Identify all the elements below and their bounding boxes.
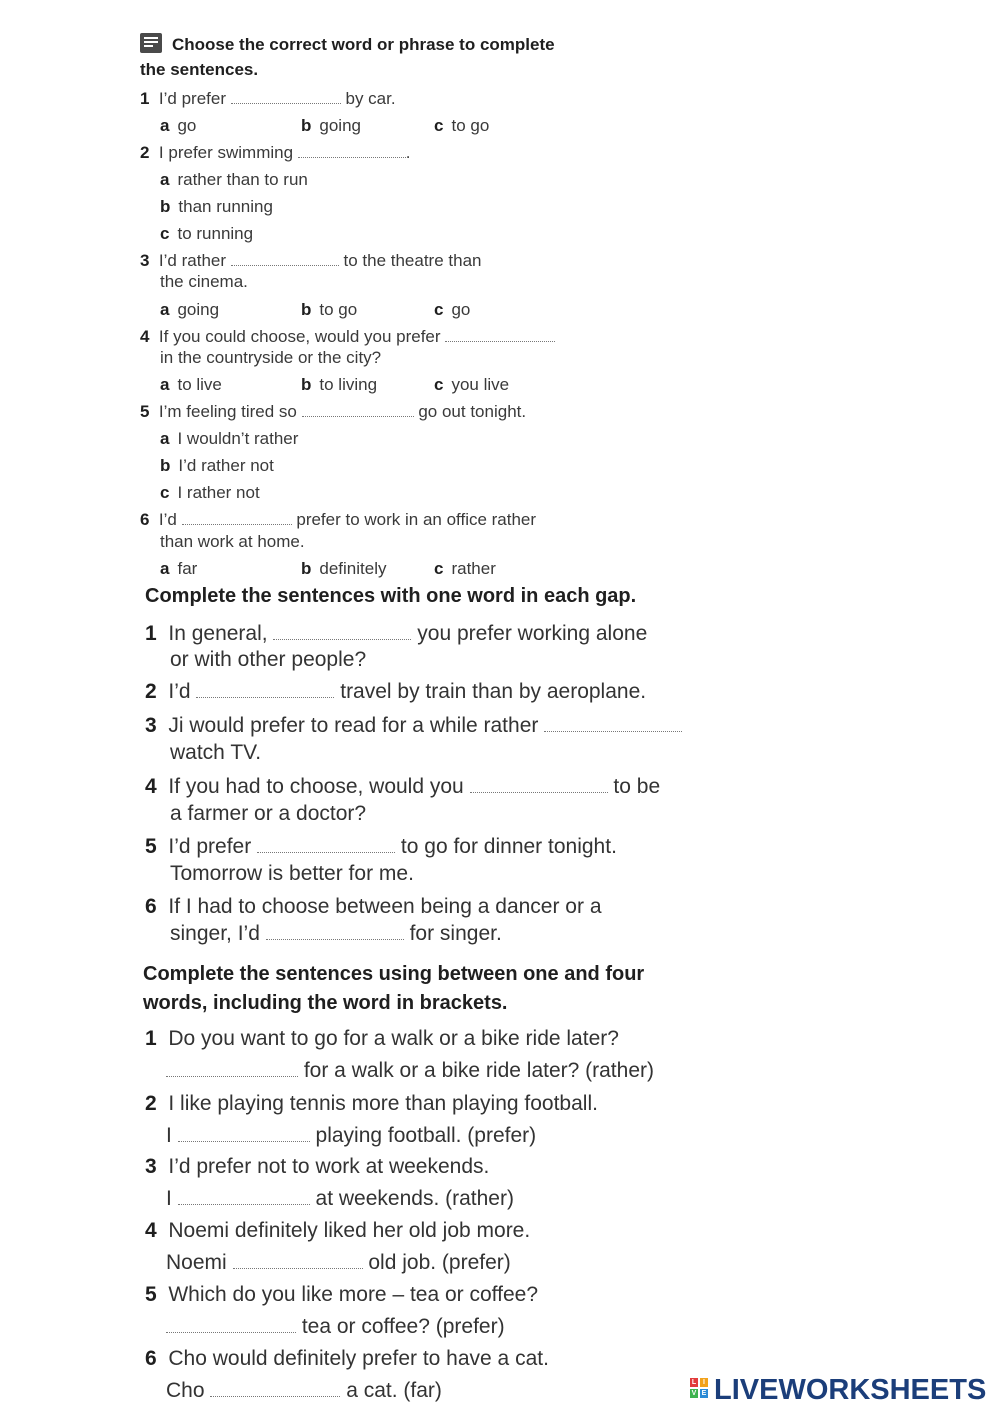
question-text: a cat. (far) [346,1379,442,1402]
question-text: prefer to work in an office rather [296,510,537,529]
answer-gap[interactable] [210,1395,340,1397]
question-text: I’d [158,510,177,529]
question-number: 2 [145,1092,157,1115]
question-text: In general, [168,622,268,645]
question-text: I’m feeling tired so [158,402,297,421]
s1-option-2a[interactable]: a rather than to run [160,170,308,189]
s2-question-2 [145,679,646,705]
answer-gap[interactable] [233,1267,363,1269]
liveworksheets-logo: LIVEWORKSHEETS [714,1374,987,1406]
answer-gap[interactable] [182,523,292,525]
s2-question-3 [145,713,682,739]
question-text: old job. (prefer) [368,1251,511,1274]
question-text: I like playing tennis more than playing football. [168,1092,598,1115]
question-text: travel by train than by aeroplane. [340,680,647,703]
question-text: by car. [345,89,396,108]
s3-answer-line-6 [166,1378,442,1404]
s3-question-5 [145,1282,538,1308]
question-text: for a walk or a bike ride later? (rather) [303,1059,654,1082]
question-number: 6 [140,510,150,529]
answer-gap[interactable] [196,696,334,698]
section2-title: Complete the sentences with one word in each gap. [145,585,637,607]
question-text: to the theatre than [343,251,482,270]
question-number: 6 [145,895,157,918]
s1-question-3 [140,251,481,271]
question-text: I’d prefer not to work at weekends. [168,1155,490,1178]
s2-question-6-line2 [170,921,502,947]
question-text: you prefer working alone [417,622,648,645]
question-text: If I had to choose between being a dancer or a [168,895,602,918]
question-text: for singer. [409,922,502,945]
s1-question-2 [140,143,411,163]
answer-gap[interactable] [298,156,406,158]
answer-gap[interactable] [231,102,341,104]
question-text: Cho would definitely prefer to have a cat. [168,1347,549,1370]
s1-option-4c[interactable]: c you live [434,375,510,394]
s1-option-4b[interactable]: b to living [301,375,378,394]
question-text: Cho [166,1379,205,1402]
question-number: 4 [145,775,157,798]
question-text: I prefer swimming [158,143,294,162]
question-number: 3 [140,251,150,270]
question-number: 5 [140,402,150,421]
s1-question-5 [140,402,526,422]
question-text: If you had to choose, would you [168,775,464,798]
question-text: Do you want to go for a walk or a bike ride later? [168,1027,619,1050]
section1-title-line1: Choose the correct word or phrase to complete [172,35,555,54]
question-text: I’d [168,680,191,703]
question-text: I [166,1124,172,1147]
question-text: Noemi [166,1251,227,1274]
s2-question-4 [145,774,660,800]
s1-option-5c[interactable]: c I rather not [160,483,260,502]
question-text: playing football. (prefer) [315,1124,537,1147]
s1-question-6 [140,510,536,530]
s3-question-1 [145,1026,619,1052]
s2-question-6 [145,894,602,920]
question-text: If you could choose, would you prefer [158,327,441,346]
s2-question-1 [145,621,647,647]
s2-question-5-line2: Tomorrow is better for me. [170,862,414,885]
question-number: 3 [145,714,157,737]
question-number: 2 [145,680,157,703]
s3-answer-line-4 [166,1250,511,1276]
answer-gap[interactable] [544,730,682,732]
s1-question-4-line2: in the countryside or the city? [160,348,382,367]
question-text: at weekends. (rather) [315,1187,514,1210]
s1-option-3b[interactable]: b to go [301,300,358,319]
question-number: 5 [145,1283,157,1306]
question-number: 1 [145,622,157,645]
question-text: to go for dinner tonight. [400,835,617,858]
question-text: I’d rather [158,251,227,270]
s1-option-1c[interactable]: c to go [434,116,490,135]
s1-option-3c[interactable]: c go [434,300,471,319]
section3-title-line1: Complete the sentences using between one and four [143,963,645,985]
question-text: . [405,143,411,162]
question-text: singer, I’d [170,922,260,945]
answer-gap[interactable] [273,638,411,640]
question-text: I [166,1187,172,1210]
s2-question-1-line2: or with other people? [170,648,367,671]
answer-gap[interactable] [266,938,404,940]
s3-answer-line-1 [166,1058,654,1084]
s1-option-6c[interactable]: c rather [434,559,496,578]
liveworksheets-logo-icon: L I V E [691,1379,707,1397]
question-number: 3 [145,1155,157,1178]
question-text: Noemi definitely liked her old job more. [168,1219,531,1242]
question-text: to be [613,775,661,798]
question-number: 4 [145,1219,157,1242]
question-text: Ji would prefer to read for a while rather [168,714,539,737]
s1-option-2c[interactable]: c to running [160,224,254,243]
s1-option-5b[interactable]: b I’d rather not [160,456,274,475]
s1-option-3a[interactable]: a going [160,300,220,319]
answer-gap[interactable] [231,264,339,266]
answer-gap[interactable] [178,1140,310,1142]
question-text: tea or coffee? (prefer) [301,1315,505,1338]
s3-answer-line-3 [166,1186,514,1212]
question-number: 2 [140,143,150,162]
answer-gap[interactable] [178,1203,310,1205]
question-text: go out tonight. [418,402,527,421]
question-text: I’d prefer [168,835,252,858]
section3-title-line2: words, including the word in brackets. [143,992,508,1014]
question-text: I’d prefer [158,89,227,108]
s1-option-1b[interactable]: b going [301,116,361,135]
s1-option-1a[interactable]: a go [160,116,197,135]
s2-question-4-line2: a farmer or a doctor? [170,802,367,825]
question-number: 6 [145,1347,157,1370]
s1-question-1 [140,89,396,109]
s1-option-6a[interactable]: a far [160,559,198,578]
answer-gap[interactable] [445,340,555,342]
s3-answer-line-5 [166,1314,505,1340]
question-number: 4 [140,327,150,346]
s1-option-5a[interactable]: a I wouldn’t rather [160,429,299,448]
question-number: 1 [145,1027,157,1050]
s3-question-3 [145,1154,489,1180]
question-text: Which do you like more – tea or coffee? [168,1283,539,1306]
s1-question-3-line2: the cinema. [160,272,248,291]
answer-gap[interactable] [470,791,608,793]
s3-question-6 [145,1346,549,1372]
section1-title-line2: the sentences. [140,60,259,79]
s1-option-2b[interactable]: b than running [160,197,273,216]
answer-gap[interactable] [302,415,414,417]
s3-answer-line-2 [166,1123,536,1149]
s2-question-3-line2: watch TV. [170,741,262,764]
s1-question-6-line2: than work at home. [160,532,305,551]
s3-question-2 [145,1091,598,1117]
s3-question-4 [145,1218,530,1244]
answer-gap[interactable] [166,1075,298,1077]
s1-option-6b[interactable]: b definitely [301,559,387,578]
s1-question-4 [140,327,555,347]
answer-gap[interactable] [166,1331,296,1333]
answer-gap[interactable] [257,851,395,853]
s2-question-5 [145,834,617,860]
s1-option-4a[interactable]: a to live [160,375,222,394]
question-number: 1 [140,89,150,108]
question-number: 5 [145,835,157,858]
worksheet-icon [140,33,162,53]
